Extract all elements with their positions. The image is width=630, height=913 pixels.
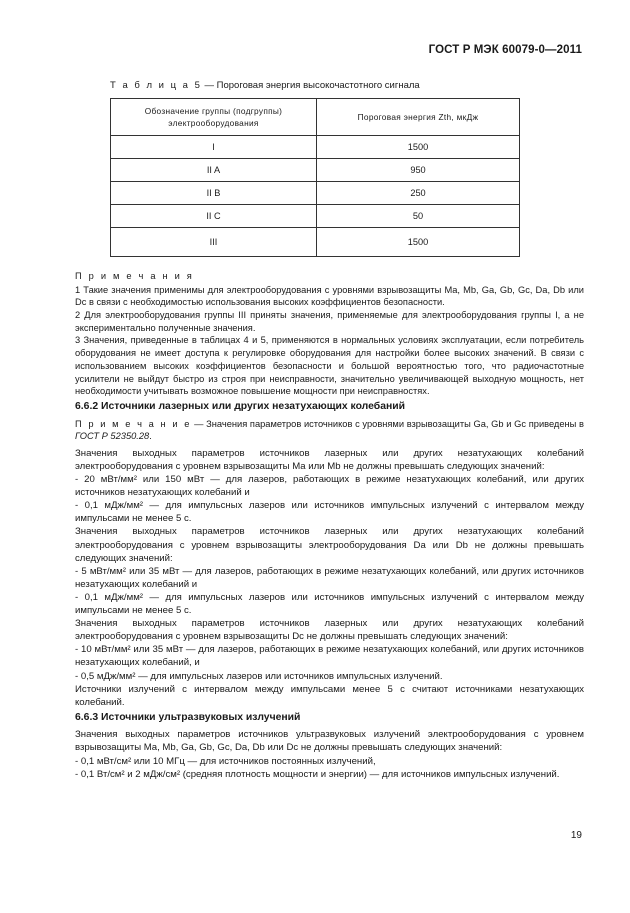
list-item: - 0,1 мВт/см² или 10 МГц — для источников постоянных излучений, [75,755,376,767]
list-item: - 0,1 Вт/см² и 2 мДж/см² (средняя плотность мощности и энергии) — для источников импульсных излучений. [75,768,560,780]
list-item: - 0,5 мДж/мм² — для импульсных лазеров или источников импульсных излучений. [75,670,443,682]
paragraph: Источники излучений с интервалом между импульсами менее 5 с считают источниками незатухающих колебаний. [75,683,584,708]
table-row [111,205,520,228]
paragraph: Значения выходных параметров источников ультразвуковых излучений электрооборудования с уровнем взрывозащиты Ma, Mb, Ga, Gb, Gc, Da, Db или Dc не должны превышать следующих значений: [75,729,584,754]
note-1: 1 Такие значения применимы для электрооборудования с уровнями взрывозащиты Ma, Mb, Ga, Gb, Gc, Da, Db или Dc в связи с необходимостью использования высоких коэффициентов безопасности. [75,284,584,308]
note-label: П р и м е ч а н и е [75,418,192,429]
note-3: 3 Значения, приведенные в таблицах 4 и 5, применяются в нормальных условиях эксплуатации, если потребитель оборудования не имеет доступа к регулировке оборудования для настройки более высоких значений. В связи с использованием высоких коэффициентов безопасности и большой вероятностью того, что радиочастотные усилители не выйдут быстро из строя при неисправности, значительно увеличивающей выходную мощность, нет необходимости учитывать возможное повышение мощности при неисправностях. [75,335,584,397]
list-item: - 5 мВт/мм² или 35 мВт — для лазеров, работающих в режиме незатухающих колебаний, или других источников незатухающих колебаний и [75,565,584,590]
table-caption-title: — Пороговая энергия высокочастотного сигнала [201,80,420,91]
table-caption-prefix: Т а б л и ц а 5 [110,80,202,91]
threshold-energy-table [110,98,520,257]
page-number: 19 [570,830,582,841]
cell-group: I [111,136,317,159]
cell-group: III [111,228,317,257]
table-row [111,136,520,159]
standard-reference: ГОСТ Р 52350.28 [75,431,150,442]
cell-energy: 1500 [317,228,520,257]
cell-energy: 950 [317,159,520,182]
col-header-group: Обозначение группы (подгруппы) электрооборудования [111,99,317,136]
document-code: ГОСТ Р МЭК 60079-0—2011 [428,44,582,56]
paragraph: Значения выходных параметров источников лазерных или других незатухающих колебаний электрооборудования с уровнем взрывозащиты электрооборудования Da или Db не должны превышать следующих значений: [75,526,584,564]
table-row [111,182,520,205]
cell-group: II C [111,205,317,228]
cell-group: II B [111,182,317,205]
note-end: . [149,431,152,442]
cell-energy: 1500 [317,136,520,159]
page-content [75,270,584,781]
section-note [75,418,584,443]
cell-energy: 250 [317,182,520,205]
list-item: - 0,1 мДж/мм² — для импульсных лазеров или источников импульсных излучений с интервалом между импульсами не менее 5 с. [75,591,584,617]
table-caption [110,80,420,91]
section-heading-6-6-3: 6.6.3 Источники ультразвуковых излучений [75,711,301,723]
table-row [111,228,520,257]
note-2: 2 Для электрооборудования группы III приняты значения, применяемые для электрооборудования группы I, а не экспериментально полученные значения. [75,310,584,333]
notes-title: П р и м е ч а н и я [75,271,195,281]
col-header-energy: Пороговая энергия Zth, мкДж [317,99,520,136]
table-header-row [111,99,520,136]
paragraph: Значения выходных параметров источников лазерных или других незатухающих колебаний электрооборудования с уровнем взрывозащиты Ma или Mb не должны превышать следующих значений: [75,447,584,473]
note-text: — Значения параметров источников с уровнями взрывозащиты Ga, Gb и Gc приведены в [191,418,584,429]
list-item: - 0,1 мДж/мм² — для импульсных лазеров или источников импульсных излучений с интервалом между импульсами не менее 5 с. [75,500,584,525]
paragraph: Значения выходных параметров источников лазерных или других незатухающих колебаний электрооборудования с уровнем взрывозащиты Dc не должны превышать следующих значений: [75,618,584,643]
table-row [111,159,520,182]
cell-energy: 50 [317,205,520,228]
cell-group: II A [111,159,317,182]
section-heading-6-6-2: 6.6.2 Источники лазерных или других незатухающих колебаний [75,400,406,412]
list-item: - 20 мВт/мм² или 150 мВт — для лазеров, работающих в режиме незатухающих колебаний, или других источников незатухающих колебаний и [75,474,584,499]
list-item: - 10 мВт/мм² или 35 мВт — для лазеров, работающих в режиме незатухающих колебаний, или других источников незатухающих колебаний, и [75,644,584,669]
